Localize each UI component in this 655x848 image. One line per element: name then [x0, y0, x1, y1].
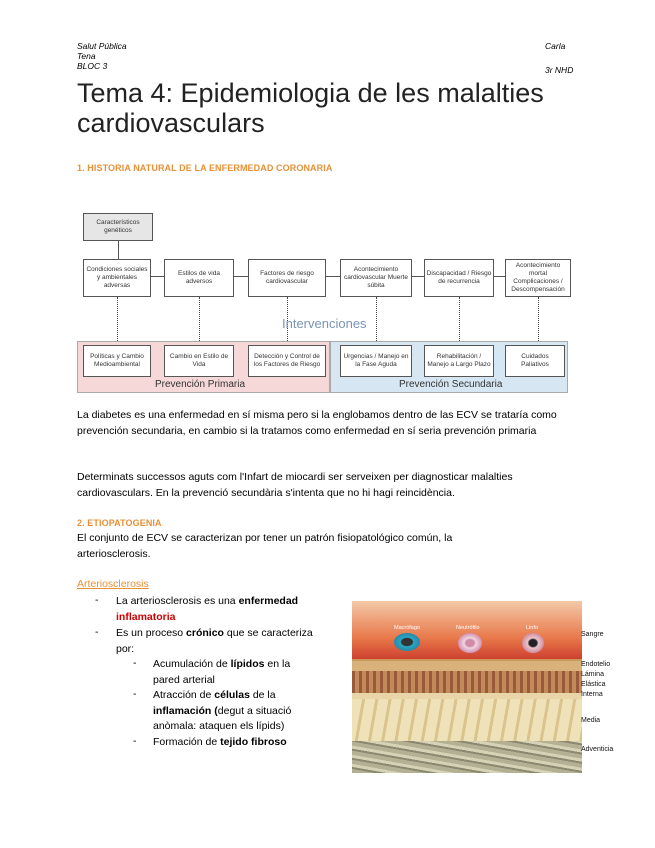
genetic-box: Característicos genéticos — [83, 213, 153, 241]
bullet-bold: crónico — [186, 627, 224, 639]
label-elastica: Elástica — [581, 681, 606, 688]
header-subject: Salut Pública — [77, 41, 127, 51]
label-adventicia: Adventicia — [581, 746, 614, 753]
media-layer — [352, 699, 582, 741]
natural-history-diagram — [77, 186, 574, 405]
bullet-text: Atracción de — [153, 689, 215, 701]
dotted-connector — [199, 297, 200, 345]
label-interna: Interna — [581, 691, 603, 698]
acute-events-paragraph: Determinats successos aguts com l'Infart de miocardi ser serveixen per diagnosticar malalties cardiovasculars. En la prevenció secundària s'intenta que no hi hagi reincidència. — [77, 471, 513, 499]
stage-box: Discapacidad / Riesgo de recurrencia — [424, 259, 494, 297]
bullet-text: que se caracteriza — [223, 627, 313, 639]
intervention-box: Rehabilitación / Manejo a Largo Plazo — [424, 345, 494, 377]
cell-label: Macrófago — [394, 625, 420, 631]
bullet-text: degut a situació — [217, 704, 292, 717]
sub-bullet-dash: - — [133, 688, 137, 700]
sub-bullet-dash: - — [133, 735, 137, 747]
stage-box: Factores de riesgo cardiovascular — [248, 259, 326, 297]
connector — [118, 241, 119, 259]
bullet-text: Formación de — [153, 736, 221, 748]
label-sangre: Sangre — [581, 631, 604, 638]
bullet-text: en la — [264, 658, 291, 670]
stage-box: Acontecimiento mortal Complicaciones / Descompensación — [505, 259, 571, 297]
page-title: Tema 4: Epidemiologia de les malalties cardiovasculars — [77, 78, 544, 138]
bullet-item — [116, 594, 341, 625]
cell-label: Neutrófilo — [456, 625, 480, 631]
header-author: Carla — [545, 41, 566, 51]
label-lamina: Lámina — [581, 671, 604, 678]
intervention-box: Detección y Control de los Factores de Riesgo — [248, 345, 326, 377]
ecv-intro-paragraph: El conjunto de ECV se caracterizan por tener un patrón fisiopatológico común, la arteriosclerosis. — [77, 532, 453, 560]
bullet-bold: enfermedad — [238, 595, 299, 607]
bullet-text: Acumulación de — [153, 658, 231, 670]
intervention-box: Cambio en Estilo de Vida — [164, 345, 234, 377]
neutrophil-cell — [458, 633, 482, 653]
bullet-bold: tejido fibroso — [220, 736, 287, 748]
intervention-box: Cuidados Paliativos — [505, 345, 565, 377]
section2-heading: 2. ETIOPATOGENIA — [77, 518, 162, 528]
header-course: 3r NHD — [545, 65, 574, 75]
bullet-bold: células — [214, 689, 250, 701]
bullet-dash: - — [95, 626, 99, 638]
interventions-label: Intervenciones — [282, 316, 367, 331]
bullet-text: pared arterial — [153, 673, 215, 686]
bullet-dash: - — [95, 594, 99, 606]
dotted-connector — [538, 297, 539, 345]
primary-prevention-label: Prevención Primaria — [155, 379, 246, 390]
cell-label: Linfo — [526, 625, 538, 631]
dotted-connector — [117, 297, 118, 345]
label-media: Media — [581, 717, 601, 724]
lymphocyte-cell — [522, 633, 544, 653]
bullet-bold: lípidos — [230, 658, 265, 670]
adventitia-layer — [352, 741, 582, 773]
bullet-text: Es un proceso — [116, 627, 187, 639]
sub-bullet-item — [153, 735, 343, 751]
header-block: BLOC 3 — [77, 61, 108, 71]
section1-heading: 1. HISTORIA NATURAL DE LA ENFERMEDAD CORONARIA — [77, 163, 333, 173]
bullet-text: La arteriosclerosis es una — [116, 595, 239, 607]
intervention-box: Políticas y Cambio Medioambiental — [83, 345, 151, 377]
macrophage-cell — [394, 633, 420, 651]
bullet-highlight: inflamatoria — [116, 610, 176, 623]
secondary-prevention-label: Prevención Secundaria — [399, 379, 503, 390]
sub-bullet-dash: - — [133, 657, 137, 669]
stage-box: Estilos de vida adversos — [164, 259, 234, 297]
blood-layer — [352, 601, 582, 663]
stage-box: Acontecimiento cardiovascular Muerte súbita — [340, 259, 412, 297]
bullet-text: por: — [116, 642, 135, 655]
bullet-text: anòmala: ataquen els lípids) — [153, 720, 285, 732]
dotted-connector — [459, 297, 460, 345]
intima-layer — [352, 671, 582, 695]
header-teacher: Tena — [77, 51, 96, 61]
bullet-bold: inflamación ( — [153, 704, 218, 717]
bullet-text: de la — [249, 689, 276, 701]
stage-box: Condiciones sociales y ambientales adversas — [83, 259, 151, 297]
arteriosclerosis-link[interactable]: Arteriosclerosis — [77, 578, 149, 590]
diabetes-paragraph: La diabetes es una enfermedad en sí misma pero si la englobamos dentro de las ECV se trataría como prevención secundaria, en cambio si la tratamos como enfermedad en sí seria prevención primaria — [77, 409, 557, 437]
label-endotelio: Endotelio — [581, 661, 611, 668]
bullet-item — [116, 626, 341, 657]
intervention-box: Urgencias / Manejo en la Fase Aguda — [340, 345, 412, 377]
artery-wall-illustration — [352, 601, 624, 773]
sub-bullet-item — [153, 657, 343, 688]
header-left — [77, 41, 127, 71]
dotted-connector — [376, 297, 377, 345]
sub-bullet-item — [153, 688, 343, 735]
